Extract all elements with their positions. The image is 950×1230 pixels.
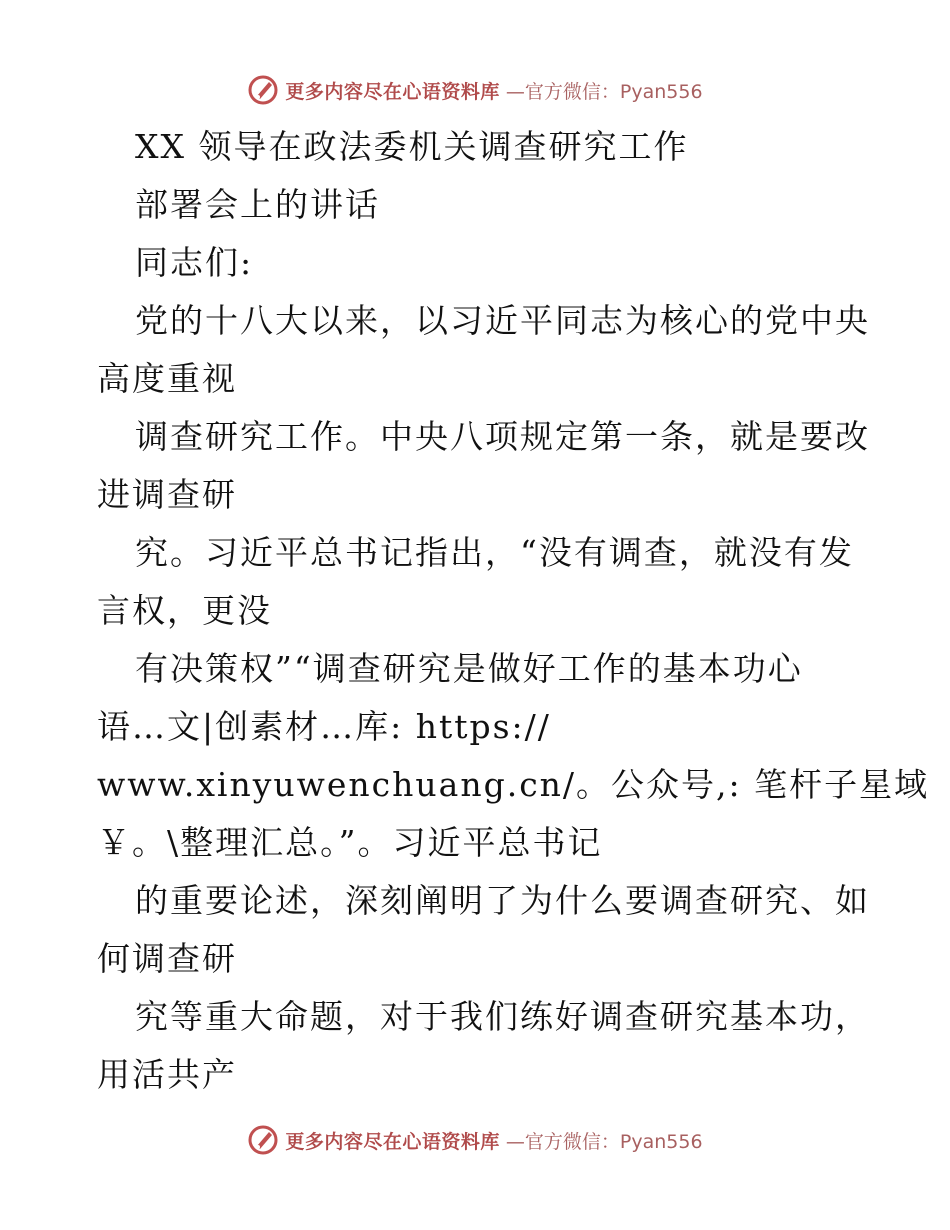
header-banner xyxy=(0,70,950,110)
document-line: 言权，更没 xyxy=(97,591,272,630)
banner-sub-text: —官方微信：Pyan556 xyxy=(505,80,703,103)
document-line: 用活共产 xyxy=(97,1055,237,1094)
document-line: 高度重视 xyxy=(97,359,237,398)
document-line: www.xinyuwenchuang.cn/。公众号,: 笔杆子星域 xyxy=(97,765,930,804)
document-line: 究。习近平总书记指出，“没有调查，就没有发 xyxy=(135,533,854,572)
document-line: 同志们: xyxy=(135,243,254,282)
document-line: XX 领导在政法委机关调查研究工作 xyxy=(135,127,689,166)
document-line: 的重要论述，深刻阐明了为什么要调查研究、如 xyxy=(135,881,870,920)
document-line: 何调查研 xyxy=(97,939,237,978)
document-body xyxy=(97,118,930,1104)
document-line: ￥。\整理汇总。”。习近平总书记 xyxy=(97,823,603,862)
footer-banner xyxy=(0,1120,950,1160)
document-line: 有决策权”“调查研究是做好工作的基本功心 xyxy=(135,649,803,688)
document-line: 党的十八大以来，以习近平同志为核心的党中央 xyxy=(135,301,870,340)
pen-logo-icon xyxy=(247,1124,279,1156)
banner-main-text: 更多内容尽在心语资料库 xyxy=(285,80,500,103)
document-line: 进调查研 xyxy=(97,475,237,514)
document-line: 究等重大命题，对于我们练好调查研究基本功， xyxy=(135,997,870,1036)
document-line: 调查研究工作。中央八项规定第一条，就是要改 xyxy=(135,417,870,456)
banner-main-text: 更多内容尽在心语资料库 xyxy=(285,1130,500,1153)
pen-logo-icon xyxy=(247,74,279,106)
document-line: 部署会上的讲话 xyxy=(135,185,380,224)
banner-sub-text: —官方微信：Pyan556 xyxy=(505,1130,703,1153)
document-line: 语…文|创素材…库: https:// xyxy=(97,707,551,746)
